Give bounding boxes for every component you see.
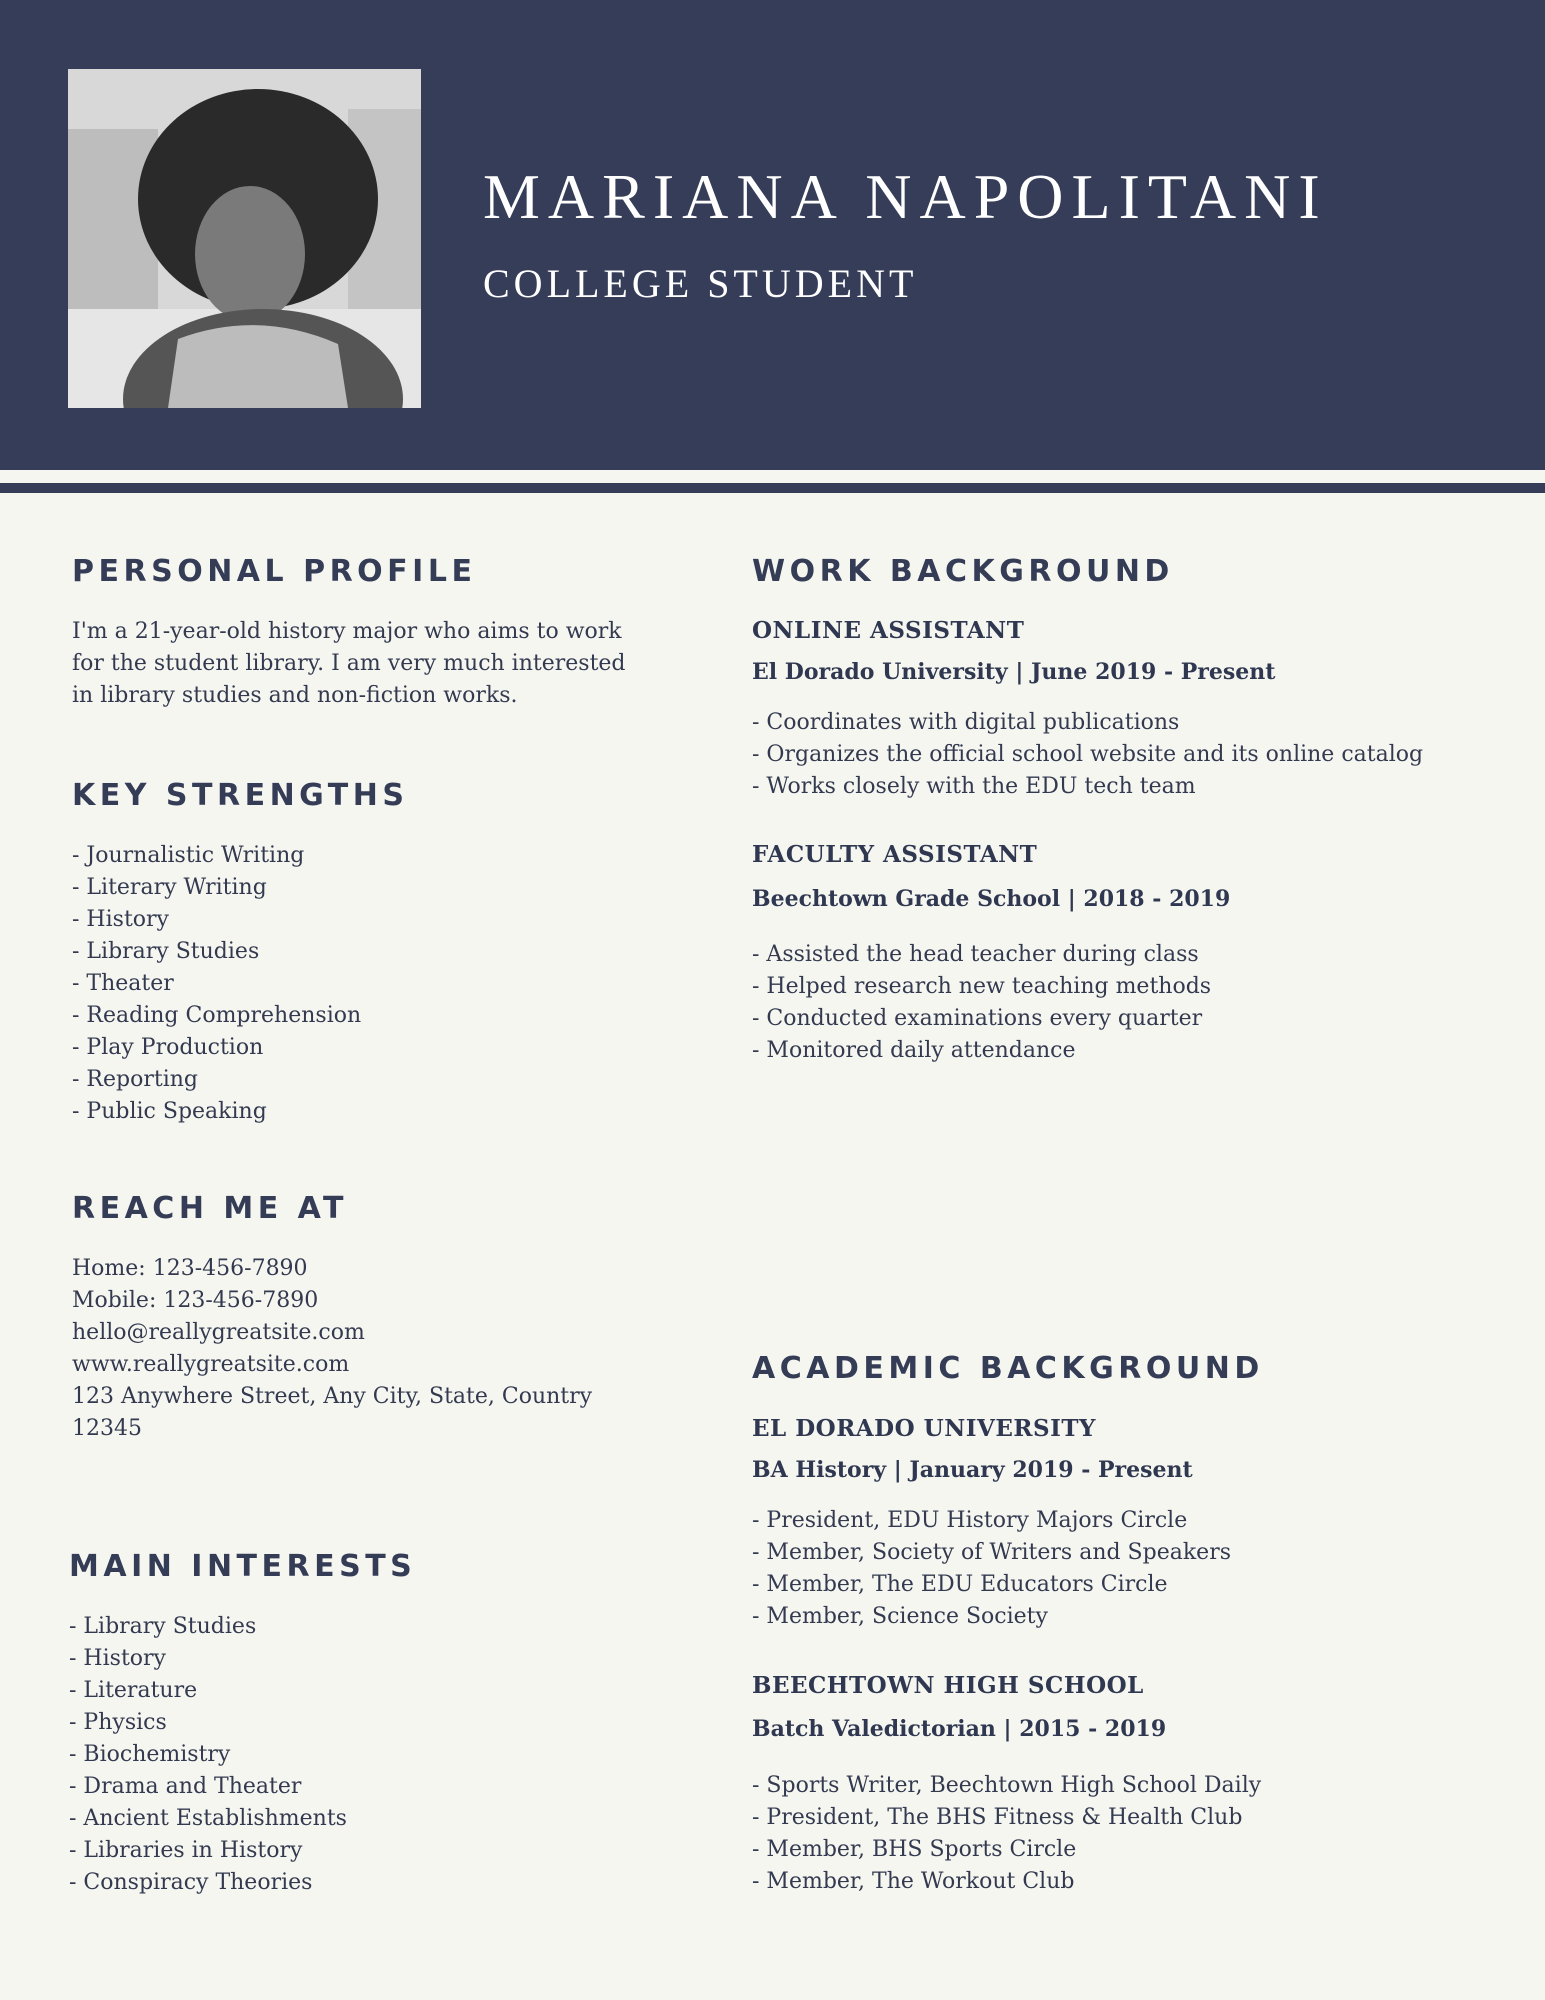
contact-list <box>72 1253 592 1445</box>
list-item: - History <box>72 907 169 932</box>
job-title: FACULTY ASSISTANT <box>752 841 1038 868</box>
list-item: - Organizes the official school website and its online catalog <box>752 742 1424 767</box>
school-degree-dates: BA History | January 2019 - Present <box>752 1457 1193 1483</box>
contact-postal-code: 12345 <box>72 1416 142 1441</box>
list-item: - History <box>69 1646 166 1671</box>
job-duties-list <box>752 707 1423 803</box>
work-background-heading: WORK BACKGROUND <box>752 554 1174 589</box>
list-item: - President, EDU History Majors Circle <box>752 1508 1188 1533</box>
key-strengths-heading: KEY STRENGTHS <box>72 778 409 813</box>
list-item: - Member, The EDU Educators Circle <box>752 1572 1168 1597</box>
contact-email: hello@reallygreatsite.com <box>72 1320 365 1345</box>
list-item: - Conducted examinations every quarter <box>752 1006 1203 1031</box>
personal-profile-heading: PERSONAL PROFILE <box>72 554 477 589</box>
academic-background-heading: ACADEMIC BACKGROUND <box>752 1351 1264 1386</box>
main-interests-list <box>69 1611 347 1899</box>
list-item: - Helped research new teaching methods <box>752 974 1212 999</box>
job-employer-dates: El Dorado University | June 2019 - Present <box>752 659 1276 685</box>
job-title: ONLINE ASSISTANT <box>752 617 1025 644</box>
reach-me-heading: REACH ME AT <box>72 1191 349 1226</box>
personal-profile-text: I'm a 21-year-old history major who aims to work for the student library. I am very much interested in library studies and non-fiction works. <box>72 619 626 708</box>
contact-home-phone: Home: 123-456-7890 <box>72 1256 308 1281</box>
list-item: - Member, Science Society <box>752 1604 1048 1629</box>
list-item: - Member, Society of Writers and Speakers <box>752 1540 1232 1565</box>
list-item: - Libraries in History <box>69 1838 303 1863</box>
list-item: - Member, BHS Sports Circle <box>752 1837 1077 1862</box>
list-item: - Library Studies <box>72 939 260 964</box>
school-activities-list <box>752 1505 1231 1633</box>
list-item: - Works closely with the EDU tech team <box>752 774 1196 799</box>
list-item: - President, The BHS Fitness & Health Club <box>752 1805 1243 1830</box>
list-item: - Drama and Theater <box>69 1774 302 1799</box>
list-item: - Member, The Workout Club <box>752 1869 1075 1894</box>
school-degree-dates: Batch Valedictorian | 2015 - 2019 <box>752 1716 1167 1742</box>
job-employer-dates: Beechtown Grade School | 2018 - 2019 <box>752 886 1231 912</box>
contact-mobile-phone: Mobile: 123-456-7890 <box>72 1288 319 1313</box>
contact-address: 123 Anywhere Street, Any City, State, Country <box>72 1384 593 1409</box>
job-duties-list <box>752 939 1211 1067</box>
list-item: - Ancient Establishments <box>69 1806 347 1831</box>
list-item: - Biochemistry <box>69 1742 231 1767</box>
list-item: - Reporting <box>72 1067 198 1092</box>
list-item: - Assisted the head teacher during class <box>752 942 1199 967</box>
header-divider-stripe <box>0 483 1545 493</box>
candidate-name: MARIANA NAPOLITANI <box>483 161 1328 232</box>
school-name: BEECHTOWN HIGH SCHOOL <box>752 1672 1144 1699</box>
school-activities-list <box>752 1770 1261 1898</box>
list-item: - Conspiracy Theories <box>69 1870 313 1895</box>
school-name: EL DORADO UNIVERSITY <box>752 1415 1096 1442</box>
list-item: - Literary Writing <box>72 875 267 900</box>
list-item: - Library Studies <box>69 1614 257 1639</box>
contact-website: www.reallygreatsite.com <box>72 1352 350 1377</box>
list-item: - Monitored daily attendance <box>752 1038 1076 1063</box>
list-item: - Public Speaking <box>72 1099 267 1124</box>
list-item: - Reading Comprehension <box>72 1003 362 1028</box>
main-interests-heading: MAIN INTERESTS <box>69 1549 417 1584</box>
list-item: - Sports Writer, Beechtown High School Daily <box>752 1773 1262 1798</box>
list-item: - Journalistic Writing <box>72 843 305 868</box>
list-item: - Coordinates with digital publications <box>752 710 1180 735</box>
list-item: - Play Production <box>72 1035 264 1060</box>
list-item: - Literature <box>69 1678 198 1703</box>
list-item: - Physics <box>69 1710 167 1735</box>
portrait-photo <box>68 69 421 408</box>
list-item: - Theater <box>72 971 174 996</box>
candidate-title: COLLEGE STUDENT <box>483 261 918 306</box>
portrait-photo-icon <box>68 69 421 408</box>
key-strengths-list <box>72 840 361 1128</box>
